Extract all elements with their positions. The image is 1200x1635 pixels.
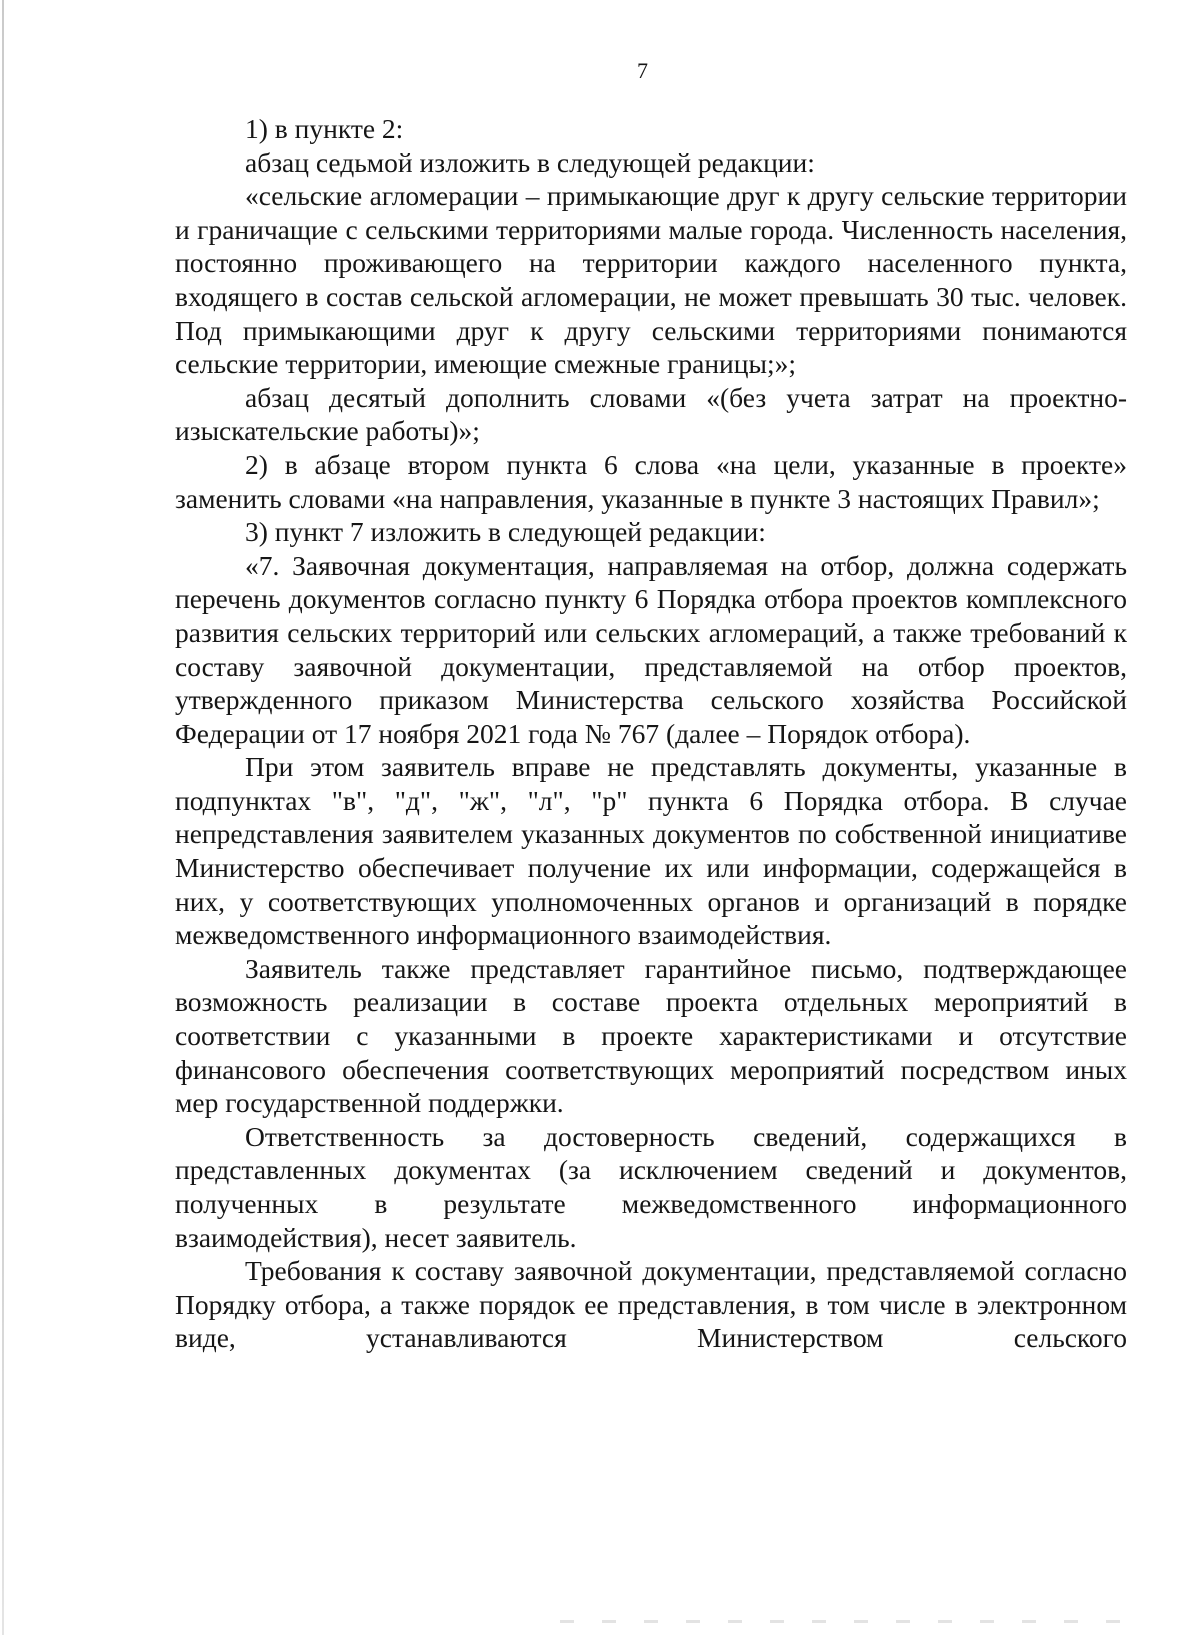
paragraph-rural-agglomerations: «сельские агломерации – примыкающие друг к другу сельские территории и граничащие с сельскими территориями малые города. Численность населения, постоянно проживающего на территории каждого населенного пункта, входящего в состав сельской агломерации, не может превышать 30 тыс. человек. Под примыкающими друг к другу сельскими территориями понимаются сельские территории, имеющие смежные границы;»; xyxy=(175,180,1127,380)
paragraph-responsibility: Ответственность за достоверность сведений, содержащихся в представленных документах (за исключением сведений и документов, полученных в результате межведомственного информационного взаимодействия), несет заявитель. xyxy=(175,1120,1127,1253)
scan-artifact xyxy=(560,1620,1140,1623)
paragraph-point-7: «7. Заявочная документация, направляемая на отбор, должна содержать перечень документов согласно пункту 6 Порядка отбора проектов комплексного развития сельских территорий или сельских агломераций, а также требований к составу заявочной документации, представляемой на отбор проектов, утвержденного приказом Министерства сельского хозяйства Российской Федерации от 17 ноября 2021 года № 767 (далее – Порядок отбора). xyxy=(175,549,1127,749)
paragraph-item-3: 3) пункт 7 изложить в следующей редакции: xyxy=(245,516,766,548)
paragraph-abzac-7: абзац седьмой изложить в следующей редакции: xyxy=(245,146,815,178)
paragraph-applicant-right: При этом заявитель вправе не представлять документы, указанные в подпунктах "в", "д", "ж", "л", "р" пункта 6 Порядка отбора. В случае непредставления заявителем указанных документов по собственной инициативе Министерство обеспечивает получение их или информации, содержащейся в них, у соответствующих уполномоченных органов и организаций в порядке межведомственного информационного взаимодействия. xyxy=(175,751,1127,951)
paragraph-abzac-10: абзац десятый дополнить словами «(без учета затрат на проектно-изыскательские работы)»; xyxy=(175,381,1127,447)
paragraph-guarantee-letter: Заявитель также представляет гарантийное письмо, подтверждающее возможность реализации в составе проекта отдельных мероприятий в соответствии с указанными в проекте характеристиками и отсутствие финансового обеспечения соответствующих мероприятий посредством иных мер государственной поддержки. xyxy=(175,952,1127,1119)
paragraph-item-2: 2) в абзаце втором пункта 6 слова «на цели, указанные в проекте» заменить словами «на направления, указанные в пункте 3 настоящих Правил»; xyxy=(175,448,1127,514)
paragraph-item-1: 1) в пункте 2: xyxy=(245,113,404,144)
page-number: 7 xyxy=(637,58,648,83)
document-body xyxy=(175,112,1127,1355)
scan-edge xyxy=(2,0,4,1635)
paragraph-requirements: Требования к составу заявочной документации, представляемой согласно Порядку отбора, а также порядок ее представления, в том числе в электронном виде, устанавливаются Министерством сельского xyxy=(175,1255,1127,1354)
